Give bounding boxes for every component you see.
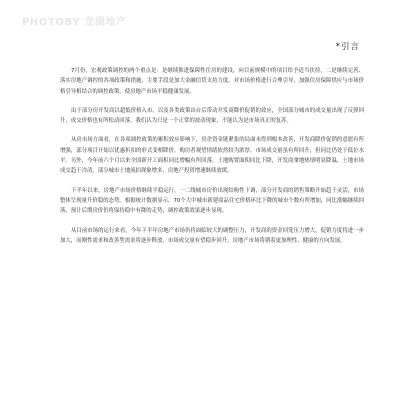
paragraph-2: 由于部分房开发商以超低价格入市，以及各类政策出台后带动开发商降价促销的效应，全国部分城市的成交量出现了反弹回升，成交价格也有所松动回落，我们认为只是一个正常的波动现象，不能认为是市场真正的复苏。: [60, 107, 364, 125]
paragraph-5: 从目前市场的运行来看，今年下半年房地产市场仍将面临较大的调整压力，开发商的资金回笼压力增大，促销力度将进一步加大，而刚性需求和改善型需求将逐步释放，市场成交量有望稳步回升，房地产市场将朝着更加理性、健康的方向发展。: [60, 227, 364, 244]
paragraph-4: 下半年以来，房地产市场价格继续平稳运行，一二线城市房价出现结构性下调，部分开发商的销售策略开始趋于灵活，市场整体呈现量升价稳的态势。根据统计数据显示，70个大中城市新建商品住宅价格环比下降的城市个数有所增加，同比涨幅继续回落，预计后期房价仍将保持稳中有降的走势，调控政策效果逐步显现。: [60, 187, 364, 215]
watermark-logo: PHOTOBY 龙湖地产: [22, 17, 127, 28]
section-title: *引言: [335, 42, 360, 52]
document-body: [60, 66, 364, 255]
paragraph-1: 7月份，宏观政策调控的两个重点是：是继续推进保障性住房的建设，向目前规模中的项目给予适当扶持，二是继续完善、落实房地产调控的各项政策和措施，主要手段是加大金融信贷支持力度，对市场价格进行合理引导，加强住房保障供应与市场价格引导相结合的调控政策，使房地产市场平稳健康发展。: [60, 68, 364, 95]
paragraph-3: 从房市场方面看，在各项调控政策的累积效应影响下，房企资金链紧张的局面未得到根本改善，开发商降价促销的意愿有所增强，部分项目开始以优惠折扣的形式变相降价，购房者观望情绪依然较为浓厚，市场成交量虽有所回升，但同比仍处于低位水平。另外，今年前六个月以来全国新开工面积同比增幅有所回落，土地购置面积同比下降，开发商拿地热情明显降温，土地市场成交趋于冷清，部分城市土地流拍现象增多，房地产投资增速继续放缓。: [60, 137, 364, 175]
